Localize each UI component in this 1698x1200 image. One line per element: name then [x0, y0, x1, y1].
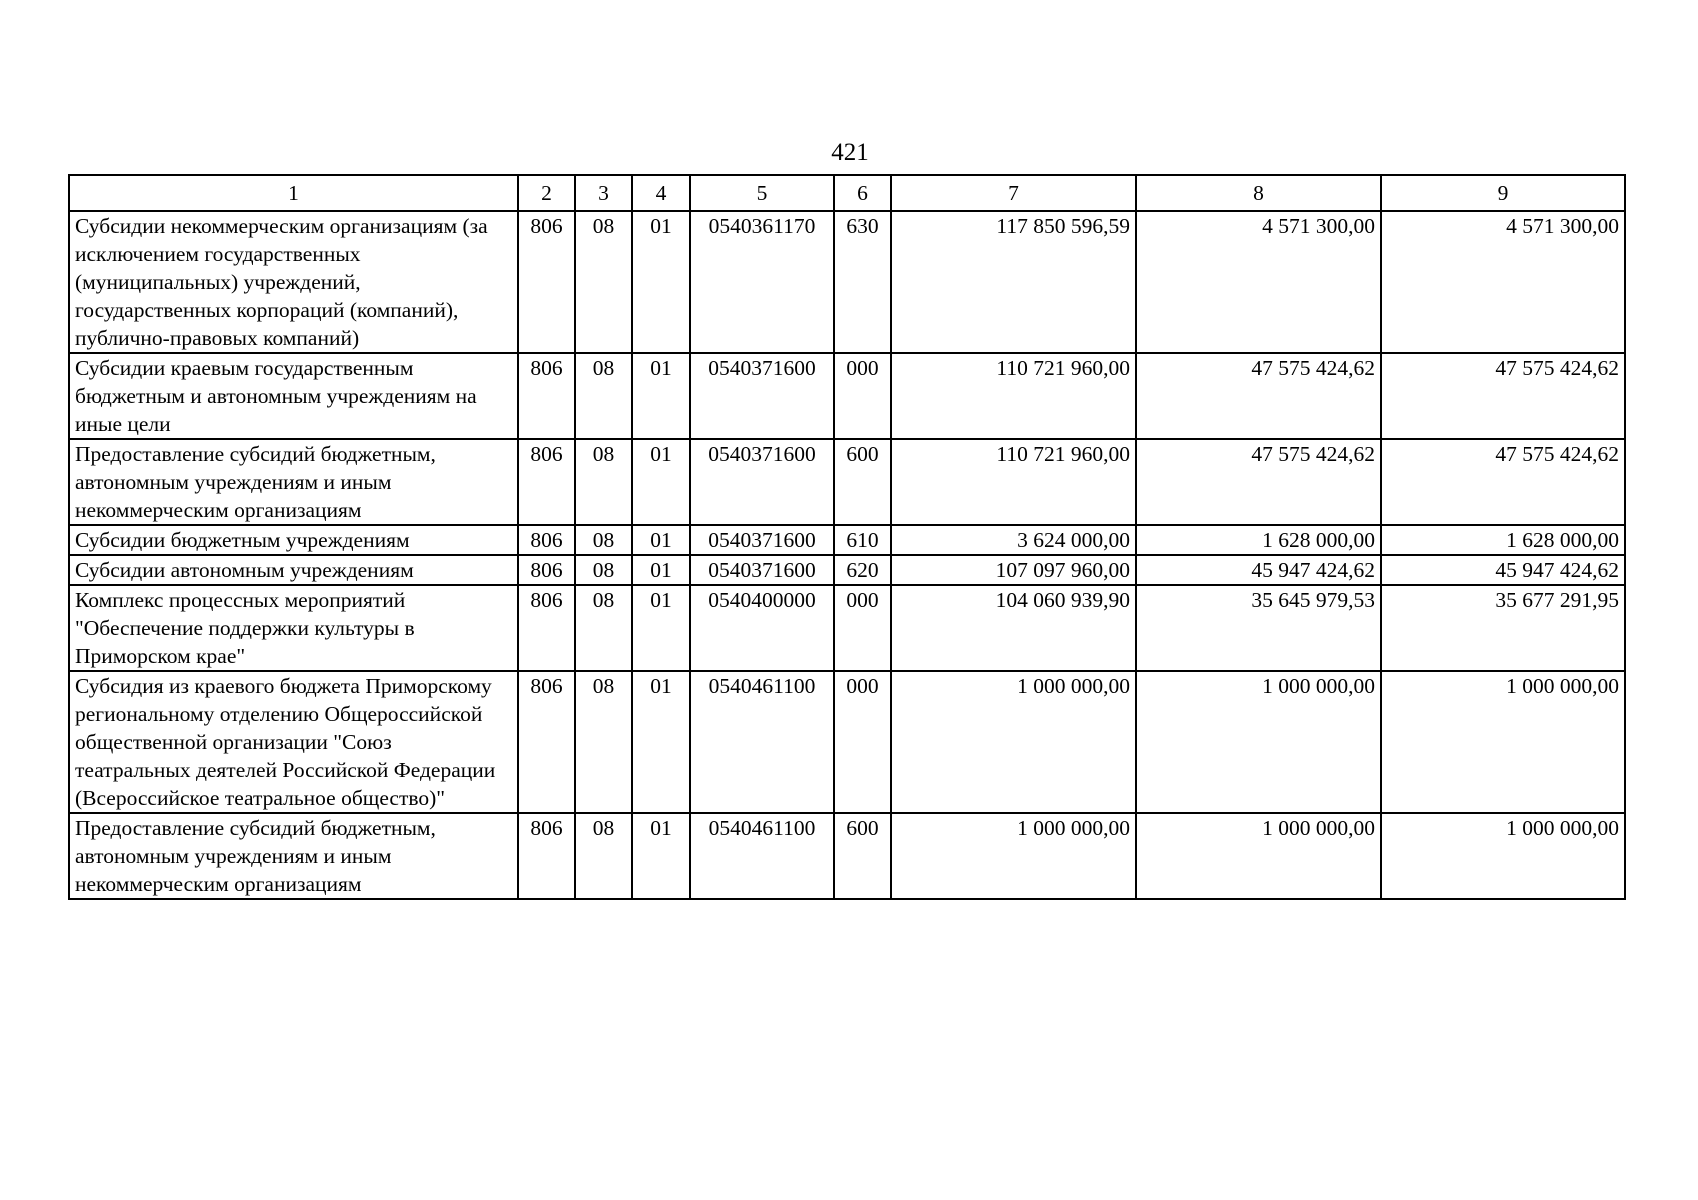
- row-amount-col9: 45 947 424,62: [1381, 555, 1625, 585]
- row-amount-col7: 3 624 000,00: [891, 525, 1136, 555]
- row-amount-col9: 35 677 291,95: [1381, 585, 1625, 671]
- row-subsection-code: 01: [632, 525, 690, 555]
- row-name: Субсидии некоммерческим организациям (за исключением государственных (муниципальных) учреждений, государственных корпораций (компаний), публично-правовых компаний): [69, 211, 518, 353]
- row-amount-col8: 4 571 300,00: [1136, 211, 1381, 353]
- row-amount-col9: 47 575 424,62: [1381, 353, 1625, 439]
- row-expense-type: 600: [834, 439, 891, 525]
- budget-table: [68, 174, 1626, 900]
- row-subsection-code: 01: [632, 813, 690, 899]
- row-expense-type: 000: [834, 585, 891, 671]
- row-amount-col7: 117 850 596,59: [891, 211, 1136, 353]
- row-amount-col8: 35 645 979,53: [1136, 585, 1381, 671]
- row-target-code: 0540371600: [690, 555, 834, 585]
- row-name: Субсидия из краевого бюджета Приморскому региональному отделению Общероссийской общественной организации "Союз театральных деятелей Российской Федерации (Всероссийское театральное общество)": [69, 671, 518, 813]
- row-target-code: 0540400000: [690, 585, 834, 671]
- table-row: [69, 813, 1625, 899]
- header-col-6: 6: [834, 175, 891, 211]
- row-amount-col9: 1 000 000,00: [1381, 671, 1625, 813]
- row-admin-code: 806: [518, 813, 575, 899]
- row-amount-col8: 1 628 000,00: [1136, 525, 1381, 555]
- table-row: [69, 585, 1625, 671]
- row-section-code: 08: [575, 671, 632, 813]
- header-col-7: 7: [891, 175, 1136, 211]
- row-amount-col8: 1 000 000,00: [1136, 813, 1381, 899]
- row-target-code: 0540371600: [690, 439, 834, 525]
- row-expense-type: 000: [834, 671, 891, 813]
- table-row: [69, 555, 1625, 585]
- row-target-code: 0540371600: [690, 525, 834, 555]
- row-amount-col8: 45 947 424,62: [1136, 555, 1381, 585]
- row-name: Субсидии краевым государственным бюджетным и автономным учреждениям на иные цели: [69, 353, 518, 439]
- header-col-1: 1: [69, 175, 518, 211]
- table-row: [69, 353, 1625, 439]
- row-amount-col9: 1 628 000,00: [1381, 525, 1625, 555]
- row-subsection-code: 01: [632, 585, 690, 671]
- row-name: Субсидии бюджетным учреждениям: [69, 525, 518, 555]
- row-subsection-code: 01: [632, 211, 690, 353]
- row-section-code: 08: [575, 813, 632, 899]
- row-name: Предоставление субсидий бюджетным, автономным учреждениям и иным некоммерческим организациям: [69, 813, 518, 899]
- table-row: [69, 211, 1625, 353]
- header-col-5: 5: [690, 175, 834, 211]
- row-admin-code: 806: [518, 555, 575, 585]
- row-amount-col7: 110 721 960,00: [891, 353, 1136, 439]
- row-subsection-code: 01: [632, 671, 690, 813]
- row-expense-type: 610: [834, 525, 891, 555]
- header-col-2: 2: [518, 175, 575, 211]
- row-section-code: 08: [575, 585, 632, 671]
- row-amount-col8: 47 575 424,62: [1136, 353, 1381, 439]
- row-name: Комплекс процессных мероприятий "Обеспечение поддержки культуры в Приморском крае": [69, 585, 518, 671]
- row-expense-type: 620: [834, 555, 891, 585]
- row-admin-code: 806: [518, 525, 575, 555]
- row-subsection-code: 01: [632, 555, 690, 585]
- header-col-3: 3: [575, 175, 632, 211]
- row-section-code: 08: [575, 555, 632, 585]
- row-admin-code: 806: [518, 671, 575, 813]
- row-subsection-code: 01: [632, 439, 690, 525]
- row-amount-col7: 107 097 960,00: [891, 555, 1136, 585]
- page-number: 421: [831, 139, 869, 166]
- row-expense-type: 630: [834, 211, 891, 353]
- table-row: [69, 671, 1625, 813]
- row-section-code: 08: [575, 353, 632, 439]
- row-target-code: 0540371600: [690, 353, 834, 439]
- row-section-code: 08: [575, 525, 632, 555]
- row-amount-col9: 1 000 000,00: [1381, 813, 1625, 899]
- row-section-code: 08: [575, 439, 632, 525]
- row-amount-col8: 47 575 424,62: [1136, 439, 1381, 525]
- row-target-code: 0540461100: [690, 813, 834, 899]
- row-target-code: 0540361170: [690, 211, 834, 353]
- row-expense-type: 000: [834, 353, 891, 439]
- row-amount-col8: 1 000 000,00: [1136, 671, 1381, 813]
- table-header-row: [69, 175, 1625, 211]
- row-amount-col9: 4 571 300,00: [1381, 211, 1625, 353]
- row-admin-code: 806: [518, 585, 575, 671]
- header-col-9: 9: [1381, 175, 1625, 211]
- row-amount-col7: 1 000 000,00: [891, 813, 1136, 899]
- table-row: [69, 439, 1625, 525]
- row-admin-code: 806: [518, 439, 575, 525]
- row-admin-code: 806: [518, 211, 575, 353]
- row-expense-type: 600: [834, 813, 891, 899]
- row-section-code: 08: [575, 211, 632, 353]
- row-name: Субсидии автономным учреждениям: [69, 555, 518, 585]
- table-row: [69, 525, 1625, 555]
- row-amount-col7: 110 721 960,00: [891, 439, 1136, 525]
- row-amount-col7: 104 060 939,90: [891, 585, 1136, 671]
- row-name: Предоставление субсидий бюджетным, автономным учреждениям и иным некоммерческим организациям: [69, 439, 518, 525]
- header-col-8: 8: [1136, 175, 1381, 211]
- row-admin-code: 806: [518, 353, 575, 439]
- row-amount-col9: 47 575 424,62: [1381, 439, 1625, 525]
- row-target-code: 0540461100: [690, 671, 834, 813]
- header-col-4: 4: [632, 175, 690, 211]
- row-subsection-code: 01: [632, 353, 690, 439]
- row-amount-col7: 1 000 000,00: [891, 671, 1136, 813]
